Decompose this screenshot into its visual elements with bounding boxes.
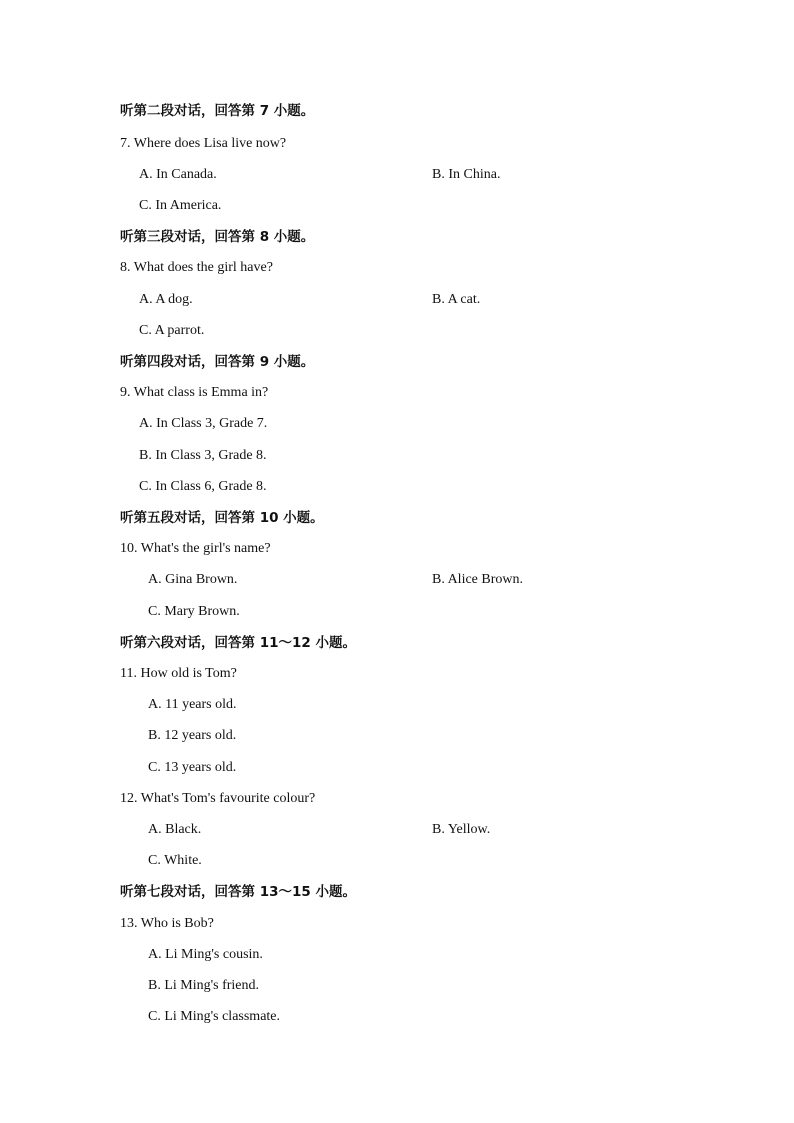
option-c: C. A parrot. (139, 323, 205, 338)
option-b: B. A cat. (432, 292, 481, 307)
question-stem: 7. Where does Lisa live now? (120, 136, 287, 151)
option-a: A. 11 years old. (148, 697, 237, 712)
section-heading: 听第三段对话，回答第 8 小题。 (120, 229, 315, 245)
section-heading: 听第四段对话，回答第 9 小题。 (120, 354, 315, 370)
question-stem: 12. What's Tom's favourite colour? (120, 791, 316, 806)
question-stem: 10. What's the girl's name? (120, 541, 271, 556)
option-b: B. Li Ming's friend. (148, 978, 260, 993)
question-stem: 9. What class is Emma in? (120, 385, 269, 400)
section-heading: 听第六段对话，回答第 11～12 小题。 (120, 635, 356, 651)
option-c: C. Mary Brown. (148, 604, 240, 619)
option-a: A. A dog. (139, 292, 193, 307)
option-a: A. In Class 3, Grade 7. (139, 416, 268, 431)
option-b: B. Yellow. (432, 822, 491, 837)
option-c: C. In Class 6, Grade 8. (139, 479, 267, 494)
option-a: A. Gina Brown. (148, 572, 238, 587)
option-a: A. Black. (148, 822, 202, 837)
option-c: C. White. (148, 853, 202, 868)
option-b: B. In China. (432, 167, 501, 182)
question-stem: 13. Who is Bob? (120, 916, 214, 931)
section-heading: 听第二段对话，回答第 7 小题。 (120, 103, 315, 119)
option-c: C. 13 years old. (148, 760, 237, 775)
option-a: A. In Canada. (139, 167, 217, 182)
section-heading: 听第五段对话，回答第 10 小题。 (120, 510, 324, 526)
option-b: B. In Class 3, Grade 8. (139, 448, 267, 463)
option-b: B. 12 years old. (148, 728, 237, 743)
option-c: C. In America. (139, 198, 222, 213)
section-heading: 听第七段对话，回答第 13～15 小题。 (120, 884, 356, 900)
option-c: C. Li Ming's classmate. (148, 1009, 281, 1024)
question-stem: 8. What does the girl have? (120, 260, 273, 275)
question-stem: 11. How old is Tom? (120, 666, 237, 681)
option-a: A. Li Ming's cousin. (148, 947, 263, 962)
option-b: B. Alice Brown. (432, 572, 523, 587)
